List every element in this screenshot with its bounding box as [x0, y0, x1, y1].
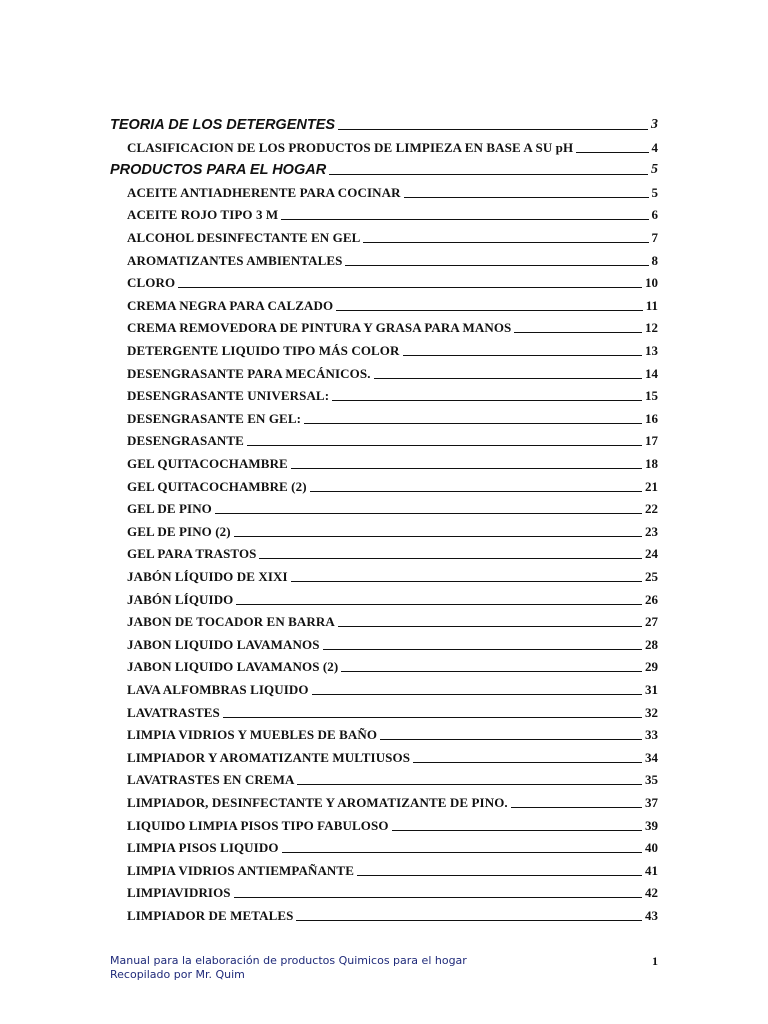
toc-leader-line	[291, 468, 642, 469]
toc-entry[interactable]	[127, 837, 658, 857]
toc-leader-line	[215, 513, 642, 514]
toc-entry-title: LIMPIA VIDRIOS Y MUEBLES DE BAÑO	[127, 727, 378, 743]
toc-page-number: 42	[645, 885, 658, 901]
toc-leader-line	[338, 129, 648, 130]
toc-leader-line	[576, 152, 648, 153]
toc-leader-line	[281, 219, 648, 220]
toc-page-number: 23	[645, 523, 658, 539]
toc-entry[interactable]	[127, 385, 658, 405]
toc-leader-line	[223, 717, 642, 718]
toc-entry[interactable]	[127, 905, 658, 925]
toc-entry-title: CLORO	[127, 275, 176, 291]
toc-entry[interactable]	[127, 182, 658, 202]
toc-page-number: 33	[645, 727, 658, 743]
toc-entry-title: CREMA REMOVEDORA DE PINTURA Y GRASA PARA MANOS	[127, 320, 512, 336]
toc-section-heading[interactable]	[110, 159, 658, 179]
toc-page-number: 25	[645, 569, 658, 584]
page-number: 1	[652, 954, 658, 968]
toc-entry-title: JABÓN LÍQUIDO	[127, 591, 234, 607]
toc-page-number: 27	[645, 614, 658, 630]
toc-entry[interactable]	[127, 769, 658, 789]
toc-entry-title: GEL DE PINO	[127, 501, 212, 517]
toc-page-number: 5	[651, 162, 658, 178]
toc-entry[interactable]	[127, 589, 658, 609]
toc-leader-line	[247, 445, 642, 446]
toc-page-number: 18	[645, 456, 658, 471]
toc-entry-title: ACEITE ROJO TIPO 3 M	[127, 207, 279, 223]
toc-entry[interactable]	[127, 702, 658, 722]
toc-entry[interactable]	[127, 656, 658, 676]
toc-leader-line	[403, 355, 643, 356]
toc-leader-line	[374, 378, 642, 379]
toc-entry[interactable]	[127, 882, 658, 902]
toc-page-number: 3	[651, 117, 658, 132]
toc-leader-line	[323, 649, 642, 650]
toc-entry-title: DESENGRASANTE	[127, 433, 244, 449]
toc-entry-title: LIMPIADOR, DESINFECTANTE Y AROMATIZANTE DE PINO.	[127, 795, 508, 810]
toc-entry-title: LIQUIDO LIMPIA PISOS TIPO FABULOSO	[127, 817, 389, 833]
toc-entry-title: LAVA ALFOMBRAS LIQUIDO	[127, 682, 309, 697]
toc-entry[interactable]	[127, 611, 658, 631]
toc-leader-line	[291, 581, 642, 582]
toc-entry[interactable]	[127, 408, 658, 428]
toc-entry-title: ALCOHOL DESINFECTANTE EN GEL	[127, 230, 361, 245]
toc-entry[interactable]	[127, 498, 658, 518]
toc-leader-line	[338, 626, 642, 627]
toc-page-number: 8	[651, 252, 658, 268]
toc-page-number: 13	[645, 343, 658, 358]
toc-leader-line	[282, 852, 642, 853]
toc-page-number: 28	[645, 636, 658, 652]
toc-entry-title: AROMATIZANTES AMBIENTALES	[127, 252, 343, 268]
toc-entry-title: CLASIFICACION DE LOS PRODUCTOS DE LIMPIEZA EN BASE A SU pH	[127, 139, 574, 155]
toc-entry-title: ACEITE ANTIADHERENTE PARA COCINAR	[127, 184, 401, 200]
toc-entry[interactable]	[127, 363, 658, 383]
toc-entry-title: JABÓN LÍQUIDO DE XIXI	[127, 569, 288, 584]
toc-leader-line	[332, 400, 642, 401]
toc-page-number: 39	[645, 817, 658, 833]
toc-page-number: 7	[651, 230, 658, 245]
toc-entry-title: GEL DE PINO (2)	[127, 523, 231, 539]
toc-entry-title: PRODUCTOS PARA EL HOGAR	[110, 162, 327, 179]
toc-entry-title: CREMA NEGRA PARA CALZADO	[127, 297, 334, 313]
toc-page-number: 11	[645, 297, 658, 313]
toc-leader-line	[363, 242, 648, 243]
toc-entry-title: LIMPIA VIDRIOS ANTIEMPAÑANTE	[127, 862, 354, 878]
toc-leader-line	[511, 807, 642, 808]
toc-page-number: 15	[645, 388, 658, 404]
toc-leader-line	[259, 558, 642, 559]
toc-leader-line	[178, 287, 642, 288]
toc-leader-line	[357, 875, 642, 876]
toc-entry[interactable]	[127, 227, 658, 247]
toc-page-number: 32	[645, 704, 658, 720]
toc-page-number: 16	[645, 410, 658, 426]
toc-entry-title: LAVATRASTES EN CREMA	[127, 772, 295, 788]
toc-leader-line	[234, 536, 642, 537]
toc-entry-title: DESENGRASANTE UNIVERSAL:	[127, 388, 330, 404]
toc-entry-title: LIMPIADOR DE METALES	[127, 908, 294, 923]
toc-page-number: 24	[645, 546, 658, 562]
toc-leader-line	[329, 174, 648, 175]
toc-entry[interactable]	[127, 747, 658, 767]
toc-page-number: 22	[645, 501, 658, 517]
toc-section-heading[interactable]	[110, 114, 658, 134]
toc-page-number: 37	[645, 795, 658, 810]
toc-page-number: 17	[645, 433, 658, 449]
toc-entry[interactable]	[127, 543, 658, 563]
toc-leader-line	[514, 332, 642, 333]
toc-entry-title: DESENGRASANTE EN GEL:	[127, 410, 302, 426]
toc-page-number: 35	[645, 772, 658, 788]
toc-entry[interactable]	[127, 295, 658, 315]
toc-leader-line	[304, 423, 642, 424]
toc-entry-title: LIMPIA PISOS LIQUIDO	[127, 840, 279, 856]
toc-entry-title: JABON LIQUIDO LAVAMANOS	[127, 636, 320, 652]
toc-entry[interactable]	[127, 272, 658, 292]
toc-entry[interactable]	[127, 860, 658, 880]
toc-page-number: 10	[645, 275, 658, 291]
toc-entry-title: DETERGENTE LIQUIDO TIPO MÁS COLOR	[127, 343, 400, 358]
toc-page-number: 41	[645, 862, 658, 878]
toc-leader-line	[234, 897, 642, 898]
toc-entry[interactable]	[127, 792, 658, 812]
toc-entry-title: GEL PARA TRASTOS	[127, 546, 257, 562]
toc-entry[interactable]	[127, 430, 658, 450]
toc-leader-line	[413, 762, 642, 763]
footer-title: Manual para la elaboración de productos Quimicos para el hogar	[110, 954, 467, 967]
toc-entry[interactable]	[127, 476, 658, 496]
toc-leader-line	[345, 265, 648, 266]
toc-entry-title: JABON DE TOCADOR EN BARRA	[127, 614, 335, 630]
toc-page-number: 6	[651, 207, 658, 223]
toc-page-number: 26	[645, 591, 658, 607]
toc-entry[interactable]	[127, 204, 658, 224]
toc-page-number: 31	[645, 682, 658, 697]
toc-entry-title: LIMPIADOR Y AROMATIZANTE MULTIUSOS	[127, 749, 411, 765]
toc-page-number: 21	[645, 478, 658, 494]
toc-page-number: 4	[651, 139, 658, 155]
toc-entry-title: DESENGRASANTE PARA MECÁNICOS.	[127, 365, 371, 381]
toc-entry[interactable]	[127, 137, 658, 157]
toc-entry-title: TEORIA DE LOS DETERGENTES	[110, 117, 336, 133]
toc-leader-line	[296, 920, 642, 921]
toc-leader-line	[310, 491, 642, 492]
toc-page-number: 12	[645, 320, 658, 336]
toc-entry[interactable]	[127, 679, 658, 699]
page-footer	[110, 954, 658, 982]
toc-page-number: 29	[645, 659, 658, 675]
toc-page-number: 40	[645, 840, 658, 856]
toc-entry-title: JABON LIQUIDO LAVAMANOS (2)	[127, 659, 339, 675]
toc-page-number: 5	[651, 184, 658, 200]
toc-entry[interactable]	[127, 566, 658, 586]
toc-leader-line	[392, 830, 642, 831]
toc-entry-title: GEL QUITACOCHAMBRE (2)	[127, 478, 307, 494]
toc-entry[interactable]	[127, 815, 658, 835]
toc-entry[interactable]	[127, 634, 658, 654]
toc-entry-title: GEL QUITACOCHAMBRE	[127, 456, 288, 471]
toc-leader-line	[404, 197, 649, 198]
footer-author: Recopilado por Mr. Quim	[110, 968, 245, 981]
toc-leader-line	[236, 604, 642, 605]
toc-entry-title: LIMPIAVIDRIOS	[127, 885, 231, 901]
toc-leader-line	[312, 694, 642, 695]
toc-page-number: 14	[645, 365, 658, 381]
toc-page-number: 34	[645, 749, 658, 765]
toc-entry[interactable]	[127, 453, 658, 473]
toc-entry[interactable]	[127, 250, 658, 270]
toc-leader-line	[336, 310, 643, 311]
toc-leader-line	[297, 784, 642, 785]
toc-entry-title: LAVATRASTES	[127, 704, 220, 720]
toc-entry[interactable]	[127, 724, 658, 744]
toc-page-number: 43	[645, 908, 658, 923]
toc-entry[interactable]	[127, 521, 658, 541]
toc-leader-line	[341, 671, 642, 672]
toc-entry[interactable]	[127, 340, 658, 360]
toc-leader-line	[380, 739, 642, 740]
toc-entry[interactable]	[127, 317, 658, 337]
